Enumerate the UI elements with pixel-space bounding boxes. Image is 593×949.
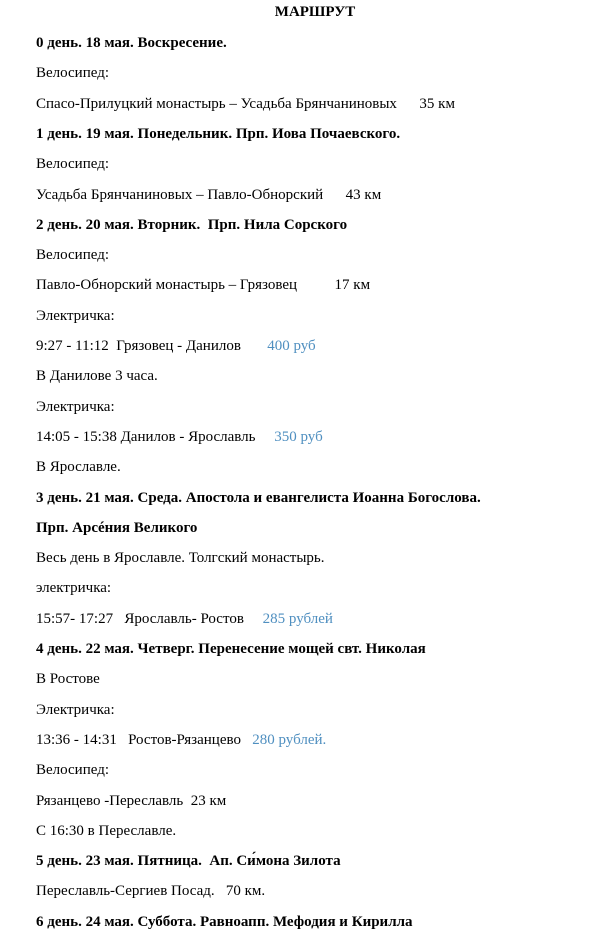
line-text: Рязанцево -Переславль 23 км (36, 793, 227, 809)
route-line (36, 366, 158, 386)
line-text: Прп. Арсéния Великого (36, 520, 198, 536)
route-line (36, 669, 100, 689)
line-text: 13:36 - 14:31 Ростов-Рязанцево (36, 732, 253, 748)
route-line (36, 63, 109, 83)
line-text: 6 день. 24 мая. Суббота. Равноапп. Мефодия и Кирилла (36, 914, 413, 930)
line-text: 9:27 - 11:12 Грязовец - Данилов (36, 338, 268, 354)
page-title: МАРШРУТ (274, 4, 356, 20)
route-line (36, 94, 455, 114)
line-text: Электричка: (36, 308, 115, 324)
day-heading (36, 639, 426, 659)
route-line (36, 397, 115, 417)
route-line (36, 457, 121, 477)
route-line (36, 185, 381, 205)
line-text: Электричка: (36, 702, 115, 718)
day-heading (36, 851, 341, 871)
line-text: Велосипед: (36, 65, 109, 81)
route-line (36, 275, 370, 295)
day-heading (36, 912, 413, 932)
line-text: 0 день. 18 мая. Воскресение. (36, 35, 227, 51)
line-text: электричка: (36, 580, 112, 596)
route-line (36, 730, 326, 750)
line-text: Электричка: (36, 399, 115, 415)
line-text: В Данилове 3 часа. (36, 368, 158, 384)
ticket-price: 285 рублей (262, 611, 333, 627)
route-line (36, 760, 109, 780)
line-text: Усадьба Брянчаниновых – Павло-Обнорский 43 км (36, 187, 382, 203)
line-text: 1 день. 19 мая. Понедельник. Прп. Иова Почаевского. (36, 126, 401, 142)
day-heading (36, 215, 347, 235)
ticket-price: 280 рублей. (252, 732, 327, 748)
line-text: 4 день. 22 мая. Четверг. Перенесение мощей свт. Николая (36, 641, 426, 657)
line-text: В Ярославле. (36, 459, 121, 475)
line-text: 14:05 - 15:38 Данилов - Ярославль (36, 429, 275, 445)
day-heading (36, 488, 481, 508)
day-heading (36, 518, 197, 538)
day-heading (36, 33, 227, 53)
line-text: Павло-Обнорский монастырь – Грязовец 17 км (36, 277, 371, 293)
line-text: Велосипед: (36, 156, 109, 172)
line-text: 5 день. 23 мая. Пятница. Ап. Си́мона Зилота (36, 853, 341, 869)
route-line (36, 791, 226, 811)
route-line (36, 578, 111, 598)
line-text: С 16:30 в Переславле. (36, 823, 177, 839)
route-line (36, 427, 323, 447)
route-line (36, 548, 325, 568)
line-text: Велосипед: (36, 247, 109, 263)
line-text: Спасо-Прилуцкий монастырь – Усадьба Брянчаниновых 35 км (36, 96, 455, 112)
route-line (36, 306, 115, 326)
line-text: В Ростове (36, 671, 100, 687)
day-heading (36, 124, 400, 144)
line-text: 15:57- 17:27 Ярославль- Ростов (36, 611, 263, 627)
line-text: Весь день в Ярославле. Толгский монастырь. (36, 550, 325, 566)
route-line (36, 609, 333, 629)
ticket-price: 400 руб (267, 338, 316, 354)
line-text: Переславль-Сергиев Посад. 70 км. (36, 883, 266, 899)
route-line (36, 245, 109, 265)
route-line (36, 700, 115, 720)
route-line (36, 154, 109, 174)
route-line (36, 881, 265, 901)
line-text: 2 день. 20 мая. Вторник. Прп. Нила Сорского (36, 217, 348, 233)
line-text: 3 день. 21 мая. Среда. Апостола и евангелиста Иоанна Богослова. (36, 490, 481, 506)
ticket-price: 350 руб (274, 429, 323, 445)
route-line (36, 821, 176, 841)
route-line (36, 336, 316, 356)
line-text: Велосипед: (36, 762, 109, 778)
